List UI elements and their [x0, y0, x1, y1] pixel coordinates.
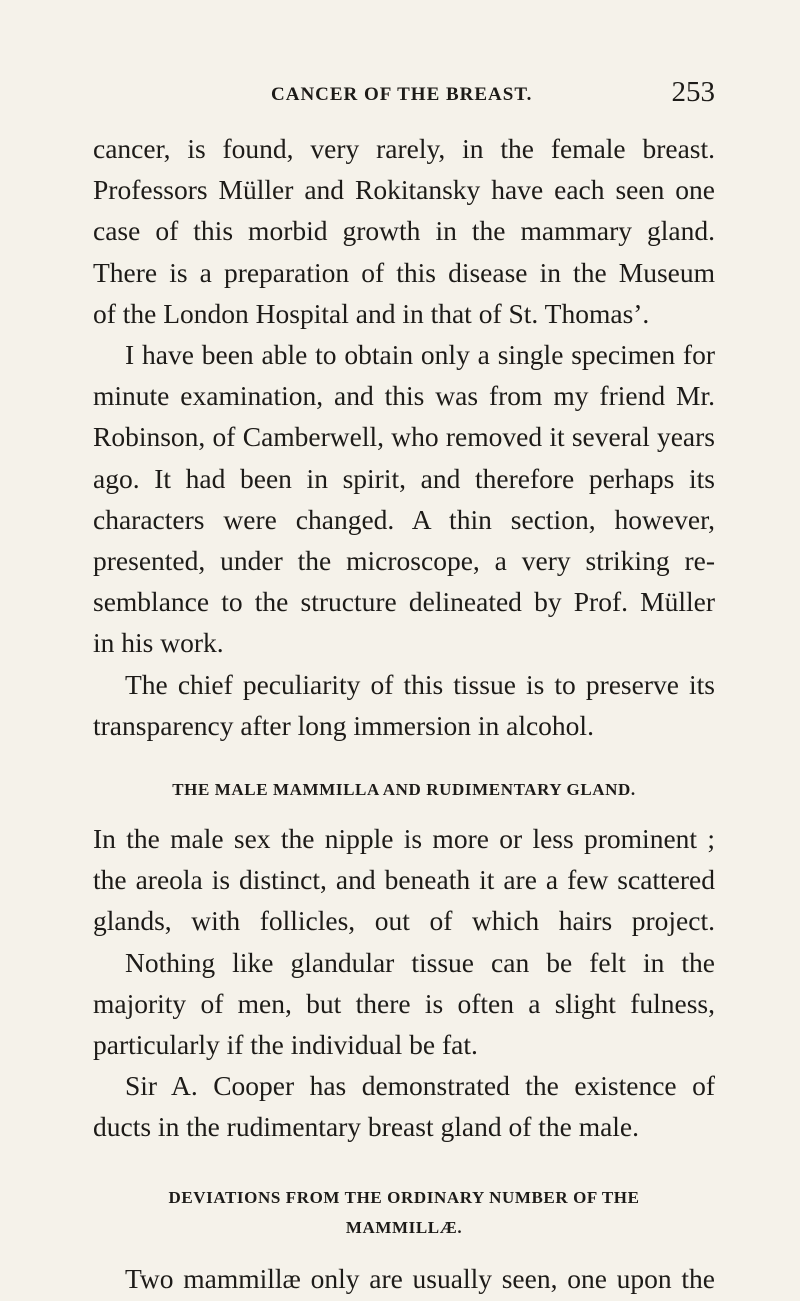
- body-text: [93, 128, 715, 1299]
- text-line: majority of men, but there is often a slight fulness,: [93, 987, 715, 1019]
- text-line: case of this morbid growth in the mammary gland.: [93, 215, 715, 247]
- text-line: cancer, is found, very rarely, in the female breast.: [93, 133, 715, 164]
- text-line: Professors Müller and Rokitansky have each seen one: [93, 174, 715, 206]
- paragraph-4: [93, 818, 715, 1065]
- text-line: Sir A. Cooper has demonstrated the existence of: [125, 1070, 715, 1102]
- section-heading-deviations: DEVIATIONS FROM THE ORDINARY NUMBER OF THE: [168, 1187, 640, 1207]
- paragraph-6: [93, 1258, 715, 1299]
- section-heading-deviations-cont: MAMMILLÆ.: [345, 1217, 463, 1237]
- text-line: The chief peculiarity of this tissue is to preserve its: [125, 668, 715, 700]
- text-line: In the male sex the nipple is more or less prominent ;: [93, 823, 715, 855]
- text-line: transparency after long immersion in alcohol.: [93, 709, 594, 741]
- running-title: CANCER OF THE BREAST.: [271, 84, 533, 105]
- paragraph-5: [93, 1065, 715, 1147]
- text-line: the areola is distinct, and beneath it are a few scattered: [93, 864, 715, 896]
- section-heading-male-mammilla: THE MALE MAMMILLA AND RUDIMENTARY GLAND.: [172, 780, 636, 800]
- paragraph-3: [93, 664, 715, 746]
- text-line: ago. It had been in spirit, and therefore perhaps its: [93, 462, 715, 494]
- running-head: [93, 76, 715, 116]
- text-line: semblance to the structure delineated by Prof. Müller: [93, 586, 715, 618]
- text-line: particularly if the individual be fat.: [93, 1029, 478, 1061]
- paragraph-2: [93, 334, 715, 664]
- text-line: Robinson, of Camberwell, who removed it several years: [93, 421, 715, 453]
- text-line: presented, under the microscope, a very striking re-: [93, 545, 715, 577]
- text-line: in his work.: [93, 627, 224, 659]
- page-number: 253: [671, 76, 715, 108]
- text-line: glands, with follicles, out of which hairs project.: [93, 905, 715, 937]
- text-line: Two mammillæ only are usually seen, one upon the: [125, 1262, 715, 1294]
- text-line: characters were changed. A thin section, however,: [93, 503, 715, 535]
- text-line: There is a preparation of this disease in the Museum: [93, 256, 715, 288]
- text-line: ducts in the rudimentary breast gland of the male.: [93, 1111, 640, 1143]
- paragraph-1: [93, 128, 715, 334]
- text-line: I have been able to obtain only a single specimen for: [125, 339, 715, 371]
- text-line: Nothing like glandular tissue can be felt in the: [125, 946, 715, 978]
- text-line: minute examination, and this was from my friend Mr.: [93, 380, 715, 412]
- text-line: of the London Hospital and in that of St. Thomas’.: [93, 297, 650, 329]
